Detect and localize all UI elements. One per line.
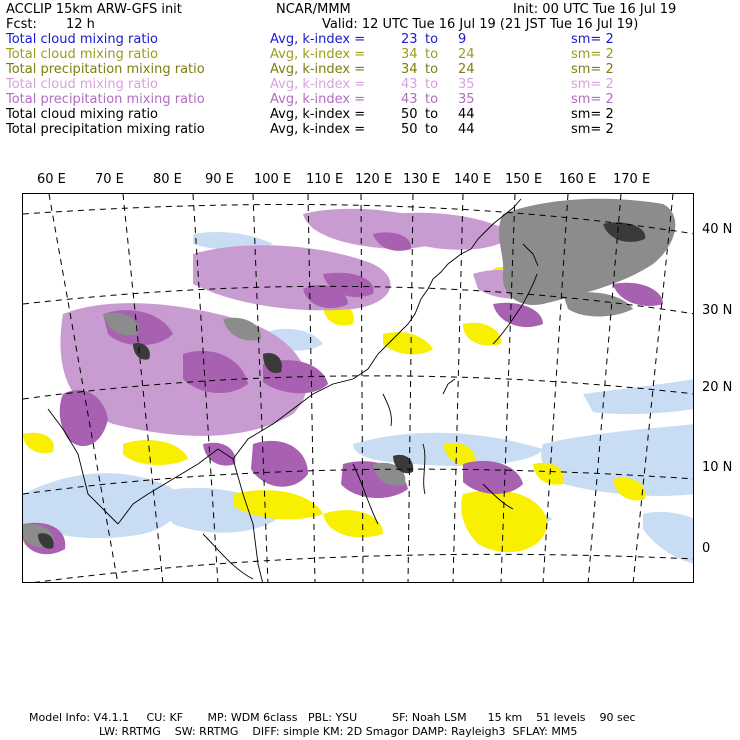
legend-avg-label: Avg, k-index =	[270, 77, 366, 92]
legend-k-from: 43	[401, 77, 418, 92]
legend-avg-label: Avg, k-index =	[270, 107, 366, 122]
legend-field-name: Total precipitation mixing ratio	[6, 122, 205, 137]
legend-field-name: Total cloud mixing ratio	[6, 32, 159, 47]
legend-smoothing: sm= 2	[571, 107, 614, 122]
forecast-label: Fcst:	[6, 17, 37, 32]
legend-k-from: 43	[401, 92, 418, 107]
lat-label: 10 N	[702, 460, 733, 475]
legend-k-to: 24	[458, 47, 475, 62]
legend-k-to: 44	[458, 122, 475, 137]
model-info-line1: Model Info: V4.1.1 CU: KF MP: WDM 6class PBL: YSU SF: Noah LSM 15 km 51 levels 90 sec	[29, 711, 636, 724]
legend-k-to: 44	[458, 107, 475, 122]
legend-avg-label: Avg, k-index =	[270, 62, 366, 77]
legend-k-from: 50	[401, 122, 418, 137]
legend-field-name: Total precipitation mixing ratio	[6, 92, 205, 107]
legend-to-word: to	[425, 77, 439, 92]
lat-label: 20 N	[702, 380, 733, 395]
legend-field-name: Total cloud mixing ratio	[6, 77, 159, 92]
map-svg	[23, 194, 694, 583]
legend-k-to: 9	[458, 32, 467, 47]
legend-avg-label: Avg, k-index =	[270, 92, 366, 107]
lon-label: 170 E	[613, 172, 651, 187]
institution-label: NCAR/MMM	[276, 2, 351, 17]
legend-avg-label: Avg, k-index =	[270, 32, 366, 47]
legend-smoothing: sm= 2	[571, 32, 614, 47]
lon-label: 150 E	[505, 172, 543, 187]
lon-label: 130 E	[403, 172, 441, 187]
legend-k-to: 24	[458, 62, 475, 77]
legend-smoothing: sm= 2	[571, 62, 614, 77]
legend-to-word: to	[425, 122, 439, 137]
legend-to-word: to	[425, 32, 439, 47]
legend-field-name: Total cloud mixing ratio	[6, 107, 159, 122]
lon-label: 100 E	[254, 172, 292, 187]
legend-smoothing: sm= 2	[571, 47, 614, 62]
legend-k-from: 34	[401, 47, 418, 62]
legend-k-from: 34	[401, 62, 418, 77]
lon-label: 120 E	[355, 172, 393, 187]
legend-to-word: to	[425, 62, 439, 77]
lat-label: 0	[702, 541, 711, 556]
plot-title: ACCLIP 15km ARW-GFS init	[6, 2, 182, 17]
lat-label: 40 N	[702, 222, 733, 237]
legend-smoothing: sm= 2	[571, 77, 614, 92]
lat-label: 30 N	[702, 303, 733, 318]
legend-field-name: Total cloud mixing ratio	[6, 47, 159, 62]
lon-label: 70 E	[95, 172, 124, 187]
legend-smoothing: sm= 2	[571, 92, 614, 107]
valid-time: Valid: 12 UTC Tue 16 Jul 19 (21 JST Tue 16 Jul 19)	[322, 17, 639, 32]
legend-to-word: to	[425, 47, 439, 62]
lon-label: 160 E	[559, 172, 597, 187]
lon-label: 60 E	[37, 172, 66, 187]
lon-label: 90 E	[205, 172, 234, 187]
lon-label: 110 E	[306, 172, 344, 187]
map-panel	[22, 193, 694, 583]
legend-k-from: 50	[401, 107, 418, 122]
init-time: Init: 00 UTC Tue 16 Jul 19	[513, 2, 677, 17]
legend-avg-label: Avg, k-index =	[270, 122, 366, 137]
legend-k-to: 35	[458, 92, 475, 107]
lon-label: 80 E	[153, 172, 182, 187]
forecast-hour: 12 h	[66, 17, 95, 32]
legend-k-from: 23	[401, 32, 418, 47]
legend-field-name: Total precipitation mixing ratio	[6, 62, 205, 77]
legend-avg-label: Avg, k-index =	[270, 47, 366, 62]
legend-k-to: 35	[458, 77, 475, 92]
cloud-field-layer	[23, 199, 694, 564]
model-info-line2: LW: RRTMG SW: RRTMG DIFF: simple KM: 2D Smagor DAMP: Rayleigh3 SFLAY: MM5	[99, 725, 578, 738]
legend-to-word: to	[425, 92, 439, 107]
legend-smoothing: sm= 2	[571, 122, 614, 137]
lon-label: 140 E	[454, 172, 492, 187]
legend-to-word: to	[425, 107, 439, 122]
